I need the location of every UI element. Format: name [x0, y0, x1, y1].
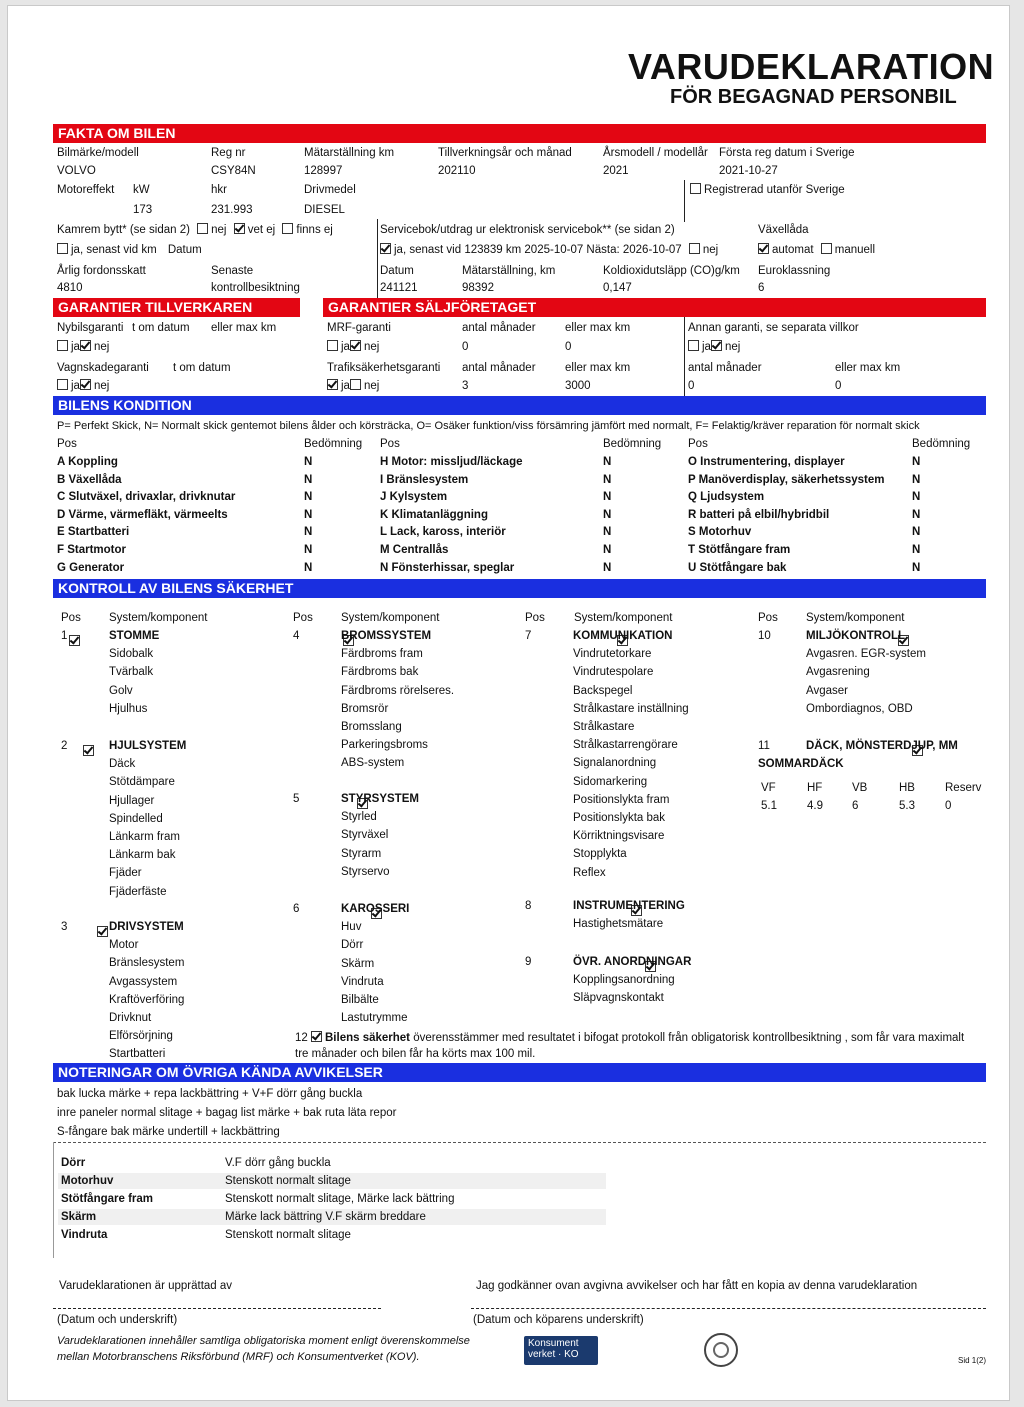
- mrf-row: [327, 340, 379, 354]
- component-item: Kraftöverföring: [109, 993, 185, 1006]
- buyer-signature-line[interactable]: [471, 1308, 986, 1309]
- component-item: Fjäder: [109, 867, 142, 880]
- tire-value: 6: [852, 800, 859, 812]
- checkbox-traffic-ja[interactable]: [327, 379, 338, 390]
- label-tax: Årlig fordonsskatt: [57, 265, 146, 277]
- kondition-grade: N: [304, 456, 313, 468]
- tire-label: HB: [899, 782, 915, 794]
- label-hk: hkr: [211, 184, 227, 196]
- component-item: Drivknut: [109, 1012, 152, 1024]
- mrf-seal-icon: [704, 1333, 738, 1367]
- tire-value: 5.3: [899, 800, 915, 812]
- approve-label: Jag godkänner ovan avgivna avvikelser och har fått en kopia av denna varudeklaration: [476, 1280, 918, 1292]
- kondition-grade: N: [912, 491, 921, 504]
- label-senaste: Senaste: [211, 265, 254, 277]
- kondition-item: Q Ljudsystem: [688, 491, 765, 504]
- kontroll-pos-4: Pos: [758, 612, 778, 624]
- notes-part: Dörr: [61, 1157, 86, 1169]
- kondition-item: B Växellåda: [57, 473, 122, 486]
- notes-part: Motorhuv: [61, 1175, 114, 1187]
- group-title: MILJÖKONTROLL: [806, 630, 906, 642]
- label-mrf-nej: nej: [363, 341, 380, 353]
- component-item: Tvärbalk: [109, 666, 154, 679]
- kondition-grade: N: [304, 473, 313, 486]
- label-mrf-ja: ja: [341, 341, 350, 353]
- component-item: Huv: [341, 921, 362, 934]
- kondition-item: E Startbatteri: [57, 526, 130, 539]
- logo-line-2: verket · KO: [528, 1349, 579, 1360]
- kondition-grade: N: [603, 456, 612, 468]
- checkbox-belt-nej[interactable]: [197, 223, 208, 234]
- group-checkbox[interactable]: [83, 745, 94, 756]
- value-make: VOLVO: [57, 165, 96, 177]
- label-body-tom: t om datum: [173, 362, 231, 374]
- label-insp-date: Datum: [380, 265, 414, 277]
- timing-belt-ja-row: [57, 243, 202, 257]
- value-kw: 173: [133, 204, 153, 216]
- kondition-grade-1: Bedömning: [304, 438, 363, 450]
- kondition-item: S Motorhuv: [688, 526, 752, 539]
- group-title: BROMSSYSTEM: [341, 630, 432, 642]
- group-number: 11: [758, 740, 770, 752]
- kondition-item: T Stötfångare fram: [688, 544, 791, 556]
- component-item: Styrarm: [341, 847, 382, 860]
- kondition-item: L Lack, kaross, interiör: [380, 526, 506, 539]
- value-traffic-months: 3: [462, 380, 469, 392]
- page-number: Sid 1(2): [958, 1356, 987, 1365]
- component-item: Styrservo: [341, 865, 390, 878]
- checkbox-service-ja[interactable]: [380, 243, 391, 254]
- kontroll-pos-2: Pos: [293, 612, 313, 624]
- checkbox-new-nej[interactable]: [80, 340, 91, 351]
- label-other-months: antal månader: [688, 362, 762, 374]
- component-item: Lastutrymme: [341, 1012, 408, 1025]
- value-other-km: 0: [835, 380, 842, 392]
- component-item: Signalanordning: [573, 757, 657, 770]
- label-traffic-km: eller max km: [565, 362, 631, 374]
- label-first-reg: Första reg datum i Sverige: [719, 147, 855, 159]
- component-item: Avgasrening: [806, 666, 870, 679]
- component-item: Reflex: [573, 866, 606, 879]
- traffic-row: [327, 379, 379, 393]
- new-warranty-row: [57, 340, 109, 354]
- group-number: 2: [61, 740, 68, 752]
- value-hk: 231.993: [211, 204, 253, 216]
- label-co2: Koldioxidutsläpp (CO)g/km: [603, 265, 740, 277]
- kondition-item: I Bränslesystem: [380, 473, 469, 486]
- group-number: 1: [61, 630, 68, 642]
- component-item: Hjulhus: [109, 702, 148, 715]
- value-tax: 4810: [57, 282, 83, 294]
- component-item: Parkeringsbroms: [341, 739, 428, 752]
- group-title: STOMME: [109, 630, 160, 642]
- label-manufacture: Tillverkningsår och månad: [438, 147, 572, 159]
- kondition-item: G Generator: [57, 561, 125, 574]
- label-new-tom: t om datum: [132, 322, 190, 334]
- component-item: Avgassystem: [109, 975, 178, 988]
- label-power: Motoreffekt: [57, 184, 115, 196]
- section-notes-header: NOTERINGAR OM ÖVRIGA KÄNDA AVVIKELSER: [53, 1063, 986, 1082]
- kontroll-sys-1: System/komponent: [109, 612, 208, 624]
- group-number: 3: [61, 921, 68, 933]
- component-item: Positionslykta bak: [573, 812, 666, 824]
- label-euro: Euroklassning: [758, 265, 831, 277]
- safety-statement-text: överensstämmer med resultatet i bifogat protokoll från obligatorisk kontrollbesiktning , som får vara maximalt: [410, 1032, 965, 1044]
- section-garantier-tillverkaren: GARANTIER TILLVERKAREN: [53, 298, 300, 317]
- value-euro: 6: [758, 282, 765, 294]
- safety-statement: [295, 1031, 964, 1045]
- label-other-ja: ja: [702, 341, 711, 353]
- kondition-grade: N: [603, 561, 612, 574]
- component-item: Styrled: [341, 811, 377, 824]
- kondition-grade-3: Bedömning: [912, 438, 971, 450]
- label-traffic-ja: ja: [341, 380, 350, 392]
- notes-description: Märke lack bättring V.F skärm breddare: [225, 1211, 426, 1223]
- label-fuel: Drivmedel: [304, 184, 356, 196]
- kontroll-sys-2: System/komponent: [341, 612, 440, 624]
- group-number: 10: [758, 630, 771, 642]
- checkbox-manuell[interactable]: [821, 243, 832, 254]
- note-line-1: bak lucka märke + repa lackbättring + V+F dörr gång buckla: [57, 1088, 363, 1100]
- value-fuel: DIESEL: [304, 204, 345, 216]
- label-body-warranty: Vagnskadegaranti: [57, 362, 149, 374]
- seller-signature-line[interactable]: [53, 1308, 381, 1309]
- value-model-year: 2021: [603, 165, 629, 177]
- label-body-nej: nej: [93, 380, 110, 392]
- label-belt-finns-ej: finns ej: [296, 224, 333, 236]
- component-item: Kopplingsanordning: [573, 974, 675, 987]
- checkbox-belt-ja[interactable]: [57, 243, 68, 254]
- checkbox-group-12[interactable]: [311, 1031, 322, 1042]
- kondition-item: P Manöverdisplay, säkerhetssystem: [688, 473, 885, 486]
- kondition-item: K Klimatanläggning: [380, 508, 488, 521]
- label-body-ja: ja: [71, 380, 80, 392]
- value-reg: CSY84N: [211, 165, 256, 177]
- label-make: Bilmärke/modell: [57, 147, 139, 159]
- checkbox-mrf-ja[interactable]: [327, 340, 338, 351]
- label-mrf-months: antal månader: [462, 322, 536, 334]
- notes-description: Stenskott normalt slitage, Märke lack bättring: [225, 1193, 455, 1205]
- group-title: STYRSYSTEM: [341, 793, 419, 805]
- label-traffic-warranty: Trafiksäkerhetsgaranti: [327, 362, 441, 374]
- value-odometer: 128997: [304, 165, 343, 177]
- component-item: Dörr: [341, 939, 364, 952]
- component-item: Strålkastare inställning: [573, 702, 689, 715]
- kondition-item: D Värme, värmefläkt, värmeelts: [57, 508, 228, 521]
- notes-description: Stenskott normalt slitage: [225, 1229, 351, 1241]
- notes-part: Stötfångare fram: [61, 1193, 154, 1205]
- kondition-pos-1: Pos: [57, 438, 77, 450]
- component-item: Strålkastare: [573, 721, 635, 733]
- label-mrf-km: eller max km: [565, 322, 631, 334]
- value-traffic-km: 3000: [565, 380, 591, 392]
- section-fakta-header: FAKTA OM BILEN: [53, 124, 986, 143]
- label-gearbox: Växellåda: [758, 224, 809, 236]
- prepared-by-label: Varudeklarationen är upprättad av: [59, 1280, 233, 1292]
- tire-label: HF: [807, 782, 823, 794]
- checkbox-other-ja[interactable]: [688, 340, 699, 351]
- component-item: Släpvagnskontakt: [573, 992, 664, 1005]
- kondition-grade: N: [912, 526, 921, 539]
- kondition-item: A Koppling: [57, 456, 118, 468]
- note-line-2: inre paneler normal slitage + bagag list märke + bak ruta läta repor: [57, 1107, 397, 1119]
- label-other-warranty: Annan garanti, se separata villkor: [688, 322, 859, 334]
- notes-part: Vindruta: [61, 1229, 108, 1241]
- body-warranty-row: [57, 379, 109, 393]
- kondition-grade: N: [304, 544, 313, 556]
- label-new-max: eller max km: [211, 322, 277, 334]
- value-first-reg: 2021-10-27: [719, 165, 778, 177]
- checkbox-traffic-nej[interactable]: [350, 379, 361, 390]
- value-mrf-months: 0: [462, 341, 469, 353]
- component-item: Vindrutetorkare: [573, 648, 652, 661]
- tire-label: VB: [852, 782, 868, 794]
- footer-note-1: Varudeklarationen innehåller samtliga obligatoriska moment enligt överenskommelse: [57, 1335, 470, 1347]
- checkbox-mrf-nej[interactable]: [350, 340, 361, 351]
- kondition-grade: N: [603, 526, 612, 539]
- safety-statement-line2: tre månader och bilen får ha körts max 100 mil.: [295, 1048, 536, 1060]
- component-item: Sidomarkering: [573, 775, 648, 788]
- group-checkbox[interactable]: [97, 926, 108, 937]
- value-co2: 0,147: [603, 282, 632, 294]
- kondition-pos-3: Pos: [688, 438, 708, 450]
- group-title: INSTRUMENTERING: [573, 900, 685, 912]
- group-number: 6: [293, 903, 300, 915]
- label-new-car-warranty: Nybilsgaranti: [57, 322, 124, 334]
- component-item: Körriktningsvisare: [573, 830, 665, 843]
- component-item: Backspegel: [573, 684, 633, 697]
- value-service: ja, senast vid 123839 km 2025-10-07 Nästa: 2026-10-07: [394, 244, 682, 256]
- kondition-item: N Fönsterhissar, speglar: [380, 561, 515, 574]
- group-12-number: 12: [295, 1032, 308, 1044]
- tire-label: Reserv: [945, 782, 982, 794]
- kondition-item: R batteri på elbil/hybridbil: [688, 508, 830, 521]
- label-timing-belt: Kamrem bytt* (se sidan 2): [57, 224, 190, 236]
- kondition-item: U Stötfångare bak: [688, 561, 787, 574]
- kondition-grade: N: [912, 544, 921, 556]
- group-number: 4: [293, 630, 300, 642]
- label-kontrollbesiktning: kontrollbesiktning: [211, 282, 300, 294]
- section-kondition-header: BILENS KONDITION: [53, 396, 986, 415]
- doc-subtitle: FÖR BEGAGNAD PERSONBIL: [670, 86, 957, 108]
- kondition-item: J Kylsystem: [380, 491, 448, 504]
- group-title: HJULSYSTEM: [109, 740, 187, 752]
- section-kontroll-header: KONTROLL AV BILENS SÄKERHET: [53, 579, 986, 598]
- label-traffic-months: antal månader: [462, 362, 536, 374]
- label-manuell: manuell: [834, 244, 876, 256]
- kondition-legend: P= Perfekt Skick, N= Normalt skick gentemot bilens ålder och körsträcka, O= Osäker funktion/viss försämring jämfört med normalt, F= Felaktig/kräver reparation för normalt skick: [57, 420, 920, 432]
- seller-signature-caption: (Datum och underskrift): [57, 1314, 178, 1326]
- label-reg: Reg nr: [211, 147, 246, 159]
- component-item: ABS-system: [341, 757, 405, 770]
- label-odometer: Mätarställning km: [304, 147, 395, 159]
- label-other-nej: nej: [724, 341, 741, 353]
- checkbox-belt-vet-ej[interactable]: [234, 223, 245, 234]
- logo-line-1: Konsument: [528, 1338, 579, 1349]
- kondition-grade: N: [603, 544, 612, 556]
- tire-label: VF: [761, 782, 776, 794]
- kondition-grade: N: [912, 508, 921, 521]
- kontroll-pos-3: Pos: [525, 612, 545, 624]
- component-item: Vindruta: [341, 975, 384, 988]
- component-item: Elförsörjning: [109, 1030, 173, 1043]
- value-other-months: 0: [688, 380, 695, 392]
- label-mrf: MRF-garanti: [327, 322, 391, 334]
- group-checkbox[interactable]: [69, 635, 80, 646]
- group-title: KAROSSERI: [341, 903, 410, 915]
- group-subtitle: SOMMARDÄCK: [758, 758, 844, 771]
- value-insp-odometer: 98392: [462, 282, 494, 294]
- component-item: Positionslykta fram: [573, 793, 670, 806]
- kondition-grade: N: [603, 473, 612, 486]
- checkbox-automat[interactable]: [758, 243, 769, 254]
- component-item: Avgasren. EGR-system: [806, 648, 926, 661]
- checkbox-body-nej[interactable]: [80, 379, 91, 390]
- group-number: 7: [525, 630, 532, 642]
- component-item: Styrväxel: [341, 829, 389, 842]
- group-title: ÖVR. ANORDNINGAR: [573, 956, 692, 968]
- kontroll-pos-1: Pos: [61, 612, 81, 624]
- kondition-item: H Motor: missljud/läckage: [380, 456, 523, 468]
- checkbox-service-nej[interactable]: [689, 243, 700, 254]
- label-model-year: Årsmodell / modellår: [603, 147, 708, 159]
- component-item: Ombordiagnos, OBD: [806, 702, 913, 715]
- kondition-grade: N: [912, 561, 921, 574]
- component-item: Vindrutespolare: [573, 666, 654, 679]
- service-row: [380, 243, 718, 257]
- component-item: Motor: [109, 939, 139, 952]
- kondition-pos-2: Pos: [380, 438, 400, 450]
- notes-description: Stenskott normalt slitage: [225, 1175, 351, 1187]
- component-item: Färdbroms fram: [341, 648, 423, 661]
- value-mrf-km: 0: [565, 341, 572, 353]
- component-item: Golv: [109, 684, 133, 697]
- label-belt-nej: nej: [211, 224, 227, 236]
- checkbox-registered-abroad[interactable]: [690, 183, 845, 197]
- kontroll-sys-3: System/komponent: [574, 612, 673, 624]
- kondition-grade: N: [304, 508, 313, 521]
- section-garantier-saljforetaget: GARANTIER SÄLJFÖRETAGET: [323, 298, 986, 317]
- tire-value: 4.9: [807, 800, 823, 812]
- component-item: Hjullager: [109, 794, 155, 807]
- label-belt-vet-ej: vet ej: [247, 224, 276, 236]
- checkbox-other-nej[interactable]: [711, 340, 722, 351]
- kondition-grade: N: [603, 491, 612, 504]
- component-item: Startbatteri: [109, 1048, 166, 1061]
- kondition-grade: N: [304, 491, 313, 504]
- konsumentverket-logo: [524, 1336, 598, 1365]
- label-automat: automat: [772, 244, 814, 256]
- component-item: Bromsslang: [341, 721, 402, 733]
- component-item: Strålkastarrengörare: [573, 739, 678, 752]
- timing-belt-row: [57, 223, 333, 237]
- component-item: Bilbälte: [341, 994, 379, 1006]
- label-new-ja: ja: [71, 341, 80, 353]
- component-item: Länkarm bak: [109, 849, 176, 862]
- doc-title: VARUDEKLARATION: [628, 46, 995, 87]
- label-registered-abroad: Registrerad utanför Sverige: [704, 184, 845, 196]
- group-title: DÄCK, MÖNSTERDJUP, MM: [806, 740, 958, 752]
- component-item: Länkarm fram: [109, 831, 180, 843]
- component-item: Hastighetsmätare: [573, 918, 664, 931]
- tire-value: 5.1: [761, 800, 777, 812]
- footer-note-2: mellan Motorbranschens Riksförbund (MRF) och Konsumentverket (KOV).: [57, 1351, 420, 1363]
- component-item: Sidobalk: [109, 648, 154, 661]
- label-insp-odometer: Mätarställning, km: [462, 265, 556, 277]
- component-item: Färdbroms bak: [341, 666, 419, 679]
- label-kw: kW: [133, 184, 150, 196]
- label-traffic-nej: nej: [363, 380, 380, 392]
- component-item: Bromsrör: [341, 702, 389, 715]
- gearbox-row: [758, 243, 875, 257]
- checkbox-body-ja[interactable]: [57, 379, 68, 390]
- component-item: Skärm: [341, 957, 375, 970]
- value-manufacture: 202110: [438, 165, 476, 177]
- kondition-grade: N: [603, 508, 612, 521]
- group-number: 8: [525, 900, 532, 912]
- label-other-km: eller max km: [835, 362, 901, 374]
- label-belt-ja: ja, senast vid km: [71, 244, 157, 256]
- tire-value: 0: [945, 800, 952, 812]
- buyer-signature-caption: (Datum och köparens underskrift): [473, 1314, 644, 1326]
- component-item: Stötdämpare: [109, 776, 175, 789]
- group-number: 9: [525, 956, 532, 968]
- component-item: Avgaser: [806, 684, 848, 697]
- kondition-item: M Centrallås: [380, 544, 449, 556]
- document-page: [7, 5, 1010, 1401]
- group-number: 5: [293, 793, 300, 805]
- kondition-item: O Instrumentering, displayer: [688, 456, 845, 468]
- kondition-item: F Startmotor: [57, 544, 126, 556]
- notes-description: V.F dörr gång buckla: [225, 1157, 331, 1169]
- component-item: Spindelled: [109, 812, 163, 825]
- value-insp-date: 241121: [380, 282, 418, 294]
- component-item: Fjäderfäste: [109, 885, 167, 898]
- checkbox-new-ja[interactable]: [57, 340, 68, 351]
- component-item: Stopplykta: [573, 848, 627, 861]
- kondition-grade-2: Bedömning: [603, 438, 662, 450]
- checkbox-belt-finns-ej[interactable]: [282, 223, 293, 234]
- component-item: Färdbroms rörelseres.: [341, 684, 455, 697]
- kondition-grade: N: [304, 526, 313, 539]
- label-belt-date: Datum: [167, 244, 202, 256]
- notes-part: Skärm: [61, 1211, 97, 1223]
- other-warranty-row: [688, 340, 740, 354]
- safety-statement-bold: Bilens säkerhet: [325, 1032, 411, 1044]
- component-item: Bränslesystem: [109, 957, 185, 970]
- group-title: DRIVSYSTEM: [109, 921, 184, 933]
- component-item: Däck: [109, 758, 136, 771]
- label-new-nej: nej: [93, 341, 110, 353]
- label-service-book: Servicebok/utdrag ur elektronisk servicebok** (se sidan 2): [380, 224, 675, 236]
- kondition-item: C Slutväxel, drivaxlar, drivknutar: [57, 491, 236, 504]
- group-title: KOMMUNIKATION: [573, 630, 673, 642]
- kondition-grade: N: [912, 473, 921, 486]
- note-line-3: S-fångare bak märke undertill + lackbättring: [57, 1126, 280, 1138]
- kontroll-sys-4: System/komponent: [806, 612, 905, 624]
- kondition-grade: N: [912, 456, 921, 468]
- label-service-nej: nej: [702, 244, 719, 256]
- kondition-grade: N: [304, 561, 313, 574]
